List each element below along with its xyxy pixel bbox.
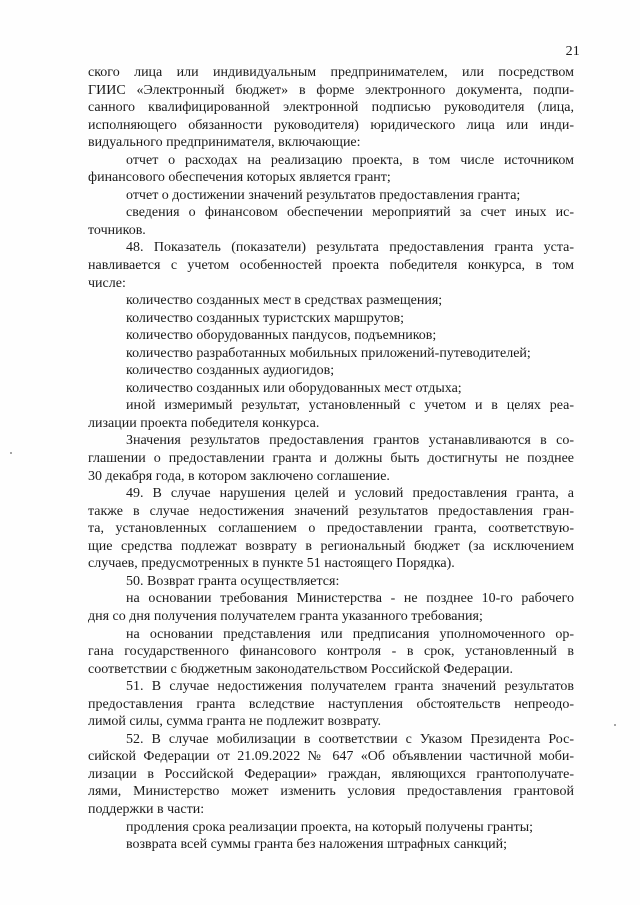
text-line: возврата всей суммы гранта без наложения штрафных санкций; <box>126 837 508 853</box>
page-number: 21 <box>565 44 580 59</box>
text-line: предоставления гранта вследствие наступления обстоятельств непреодо- <box>88 696 574 712</box>
text-line: лизации проекта победителя конкурса. <box>88 415 320 431</box>
text-line: финансового обеспечения которых является грант; <box>88 170 391 186</box>
text-line: 48. Показатель (показатели) результата предоставления гранта уста- <box>126 240 574 256</box>
text-line: количество созданных аудиогидов; <box>126 363 335 379</box>
text-line: 50. Возврат гранта осуществляется: <box>126 573 340 589</box>
text-line: видуального предпринимателя, включающие: <box>88 135 361 151</box>
text-line: навливается с учетом особенностей проекта победителя конкурса, в том <box>88 258 574 274</box>
text-line: продления срока реализации проекта, на который получены гранты; <box>126 819 534 835</box>
text-line: количество оборудованных пандусов, подъемников; <box>126 328 437 344</box>
text-line: ского лица или индивидуальным предпринимателем, или посредством <box>88 65 574 80</box>
text-line: лями, Министерство может изменить условия предоставления грантовой <box>88 784 574 800</box>
text-line: щие средства подлежат возврату в региональный бюджет (за исключением <box>88 538 574 554</box>
text-line: 30 декабря года, в котором заключено соглашение. <box>88 468 390 484</box>
text-line: количество созданных мест в средствах размещения; <box>126 293 443 309</box>
text-line: на основании представления или предписания уполномоченного ор- <box>126 626 574 642</box>
text-line: дня со дня получения получателем гранта указанного требования; <box>88 608 483 624</box>
text-line: лимой силы, сумма гранта не подлежит возврату. <box>88 714 382 730</box>
text-line: отчет о расходах на реализацию проекта, в том числе источником <box>126 152 574 168</box>
text-line: та, установленных соглашением о предоставлении гранта, соответствую- <box>88 521 574 537</box>
text-line: случаев, предусмотренных в пункте 51 настоящего Порядка). <box>88 556 455 572</box>
text-line: сийской Федерации от 21.09.2022 № 647 «Об объявлении частичной моби- <box>88 749 574 765</box>
text-line: гана государственного финансового контроля - в срок, установленный в <box>88 644 574 660</box>
document-body <box>88 64 574 854</box>
text-line: лизации в Российской Федерации» граждан, являющихся грантополучате- <box>88 766 574 782</box>
text-line: количество созданных туристских маршрутов; <box>126 310 404 326</box>
text-line: числе: <box>88 275 126 291</box>
scan-artifact <box>10 452 12 454</box>
text-line: 49. В случае нарушения целей и условий предоставления гранта, а <box>126 486 574 502</box>
text-line: количество созданных или оборудованных мест отдыха; <box>126 380 462 396</box>
text-line: точников. <box>88 222 146 238</box>
text-line: 52. В случае мобилизации в соответствии с Указом Президента Рос- <box>126 731 574 747</box>
text-line: исполняющего обязанности руководителя) юридического лица или инди- <box>88 117 574 133</box>
text-line: также в случае недостижения значений результатов предоставления гран- <box>88 503 574 519</box>
text-line: глашении о предоставлении гранта и должны быть достигнуты не позднее <box>88 451 574 467</box>
scan-artifact <box>614 724 616 726</box>
text-line: отчет о достижении значений результатов предоставления гранта; <box>126 187 521 203</box>
text-line: 51. В случае недостижения получателем гранта значений результатов <box>126 679 574 695</box>
text-line: соответствии с бюджетным законодательством Российской Федерации. <box>88 661 514 677</box>
text-line: ГИИС «Электронный бюджет» в форме электронного документа, подпи- <box>88 82 574 98</box>
text-line: поддержки в части: <box>88 801 205 817</box>
text-line: количество разработанных мобильных приложений-путеводителей; <box>126 345 531 361</box>
text-line: сведения о финансовом обеспечении мероприятий за счет иных ис- <box>126 205 574 221</box>
text-line: на основании требования Министерства - не позднее 10-го рабочего <box>126 591 574 607</box>
text-line: Значения результатов предоставления грантов устанавливаются в со- <box>126 433 574 449</box>
text-line: иной измеримый результат, установленный с учетом и в целях реа- <box>126 398 574 414</box>
text-line: санного квалифицированной электронной подписью руководителя (лица, <box>88 100 574 116</box>
